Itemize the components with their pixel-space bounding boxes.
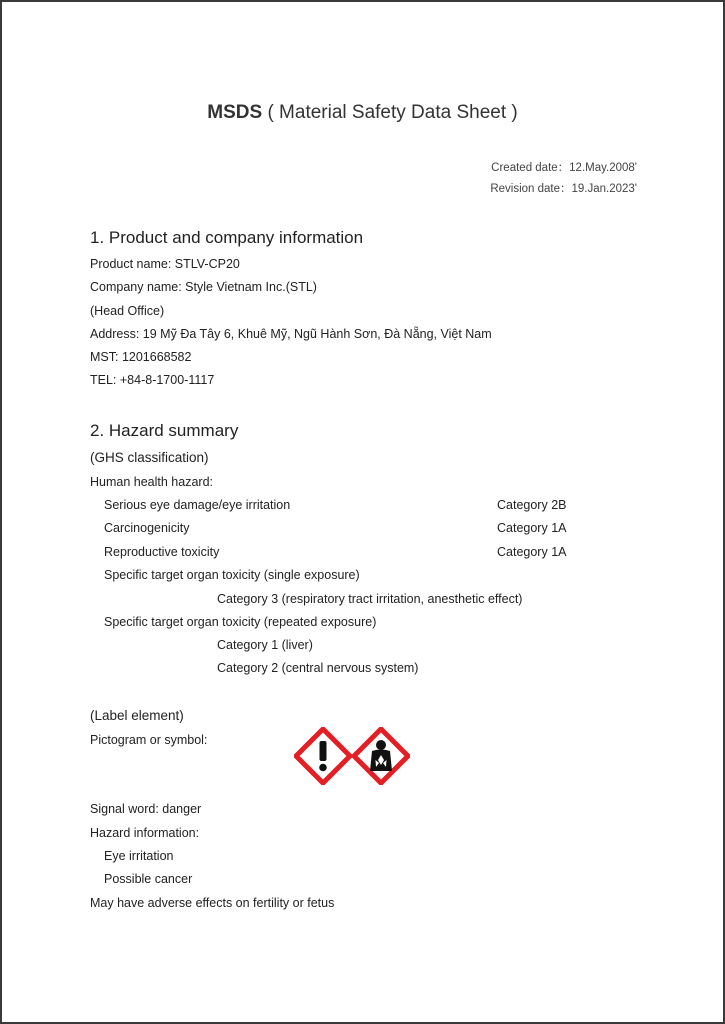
revision-date: Revision date：19.Jan.2023': [490, 183, 637, 195]
stot-single: Specific target organ toxicity (single exposure): [104, 568, 360, 582]
stot-single-category: Category 3 (respiratory tract irritation, anesthetic effect): [217, 592, 523, 606]
hazard-name: Serious eye damage/eye irritation: [104, 498, 291, 512]
hazard-info-item: Eye irritation: [104, 849, 174, 863]
label-element: (Label element): [90, 708, 184, 723]
product-name: Product name: STLV-CP20: [90, 257, 240, 271]
head-office: (Head Office): [90, 304, 165, 318]
telephone: TEL: +84-8-1700-1117: [90, 373, 215, 387]
title-rest: ( Material Safety Data Sheet ): [267, 102, 518, 123]
hazard-name: Reproductive toxicity: [104, 545, 220, 559]
tax-number: MST: 1201668582: [90, 350, 192, 364]
section2-heading: 2. Hazard summary: [90, 421, 239, 440]
address: Address: 19 Mỹ Đa Tây 6, Khuê Mỹ, Ngũ Hành Sơn, Đà Nẵng, Việt Nam: [90, 327, 492, 341]
health-hazard-icon: [352, 727, 410, 785]
pictogram-label: Pictogram or symbol:: [90, 733, 208, 747]
hazard-category: Category 2B: [497, 498, 567, 512]
adverse-effects: May have adverse effects on fertility or fetus: [90, 896, 335, 910]
stot-repeated-category-1: Category 1 (liver): [217, 638, 313, 652]
stot-repeated: Specific target organ toxicity (repeated exposure): [104, 615, 377, 629]
hazard-category: Category 1A: [497, 545, 567, 559]
signal-word: Signal word: danger: [90, 802, 202, 816]
hazard-info-label: Hazard information:: [90, 826, 200, 840]
company-name: Company name: Style Vietnam Inc.(STL): [90, 280, 317, 294]
human-health-label: Human health hazard:: [90, 475, 213, 489]
exclamation-mark-icon: [294, 727, 352, 785]
title-bold: MSDS: [207, 102, 263, 123]
page-title: [2, 102, 723, 124]
hazard-name: Carcinogenicity: [104, 521, 190, 535]
hazard-category: Category 1A: [497, 521, 567, 535]
stot-repeated-category-2: Category 2 (central nervous system): [217, 661, 419, 675]
hazard-info-item: Possible cancer: [104, 872, 193, 886]
created-date: Created date：12.May.2008': [491, 162, 637, 174]
ghs-classification: (GHS classification): [90, 450, 209, 465]
section1-heading: 1. Product and company information: [90, 228, 364, 247]
